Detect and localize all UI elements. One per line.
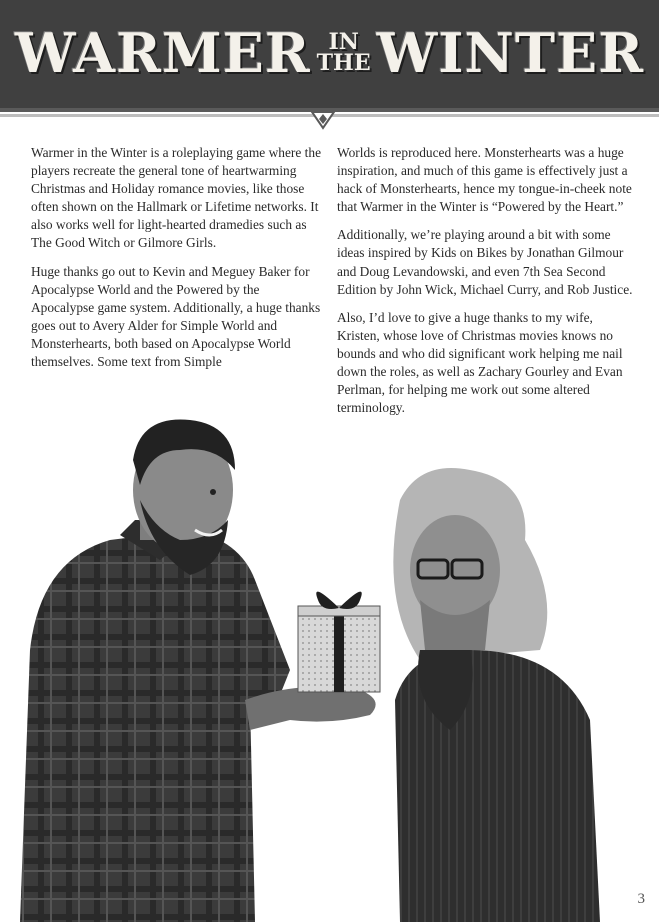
gift-giving-illustration: [0, 400, 659, 922]
title-word-winter: WINTER: [376, 21, 645, 85]
title-in: IN: [328, 29, 359, 56]
left-column: [31, 144, 324, 381]
paragraph: Huge thanks go out to Kevin and Meguey Baker for Apocalypse World and the Powered by the Apocalypse game system. Additionally, a huge thanks goes out to Avery Alder for Simple World and Monsterhearts, both based on Apocalypse World themselves. Some text from Simple: [31, 263, 321, 370]
woman-figure: [393, 468, 600, 922]
paragraph: Also, I’d love to give a huge thanks to my wife, Kristen, whose love of Christmas movies knows no bounds and who did significant work helping me nail down the roles, as well as Zachary Gourley and Evan Perlman, for helping me work out some altered terminology.: [337, 309, 623, 416]
title-the: THE: [316, 50, 371, 76]
title-word-warmer: WARMER: [14, 21, 311, 85]
page-title: [0, 8, 659, 98]
right-column: [337, 144, 635, 427]
gift-box-icon: [298, 592, 380, 692]
page-number: 3: [637, 891, 645, 907]
ornament-icon: [310, 108, 336, 132]
paragraph: Warmer in the Winter is a roleplaying game where the players recreate the general tone of heartwarming Christmas and Holiday romance movies, like those often shown on the Hallmark or Lifetime networks. It also works well for light-hearted dramedies such as The Good Witch or Gilmore Girls.: [31, 145, 322, 251]
paragraph: Worlds is reproduced here. Monsterhearts was a huge inspiration, and much of this game is effectively just a hack of Monsterhearts, hence my tongue-in-cheek note that Warmer in the Winter is “Powered by the Heart.”: [337, 145, 632, 215]
paragraph: Additionally, we’re playing around a bit with some ideas inspired by Kids on Bikes by Jonathan Gilmour and Doug Levandowski, and even 7th Sea Second Edition by John Wick, Michael Curry, and Rob Justice.: [337, 227, 633, 297]
title-in-the: [316, 29, 371, 76]
